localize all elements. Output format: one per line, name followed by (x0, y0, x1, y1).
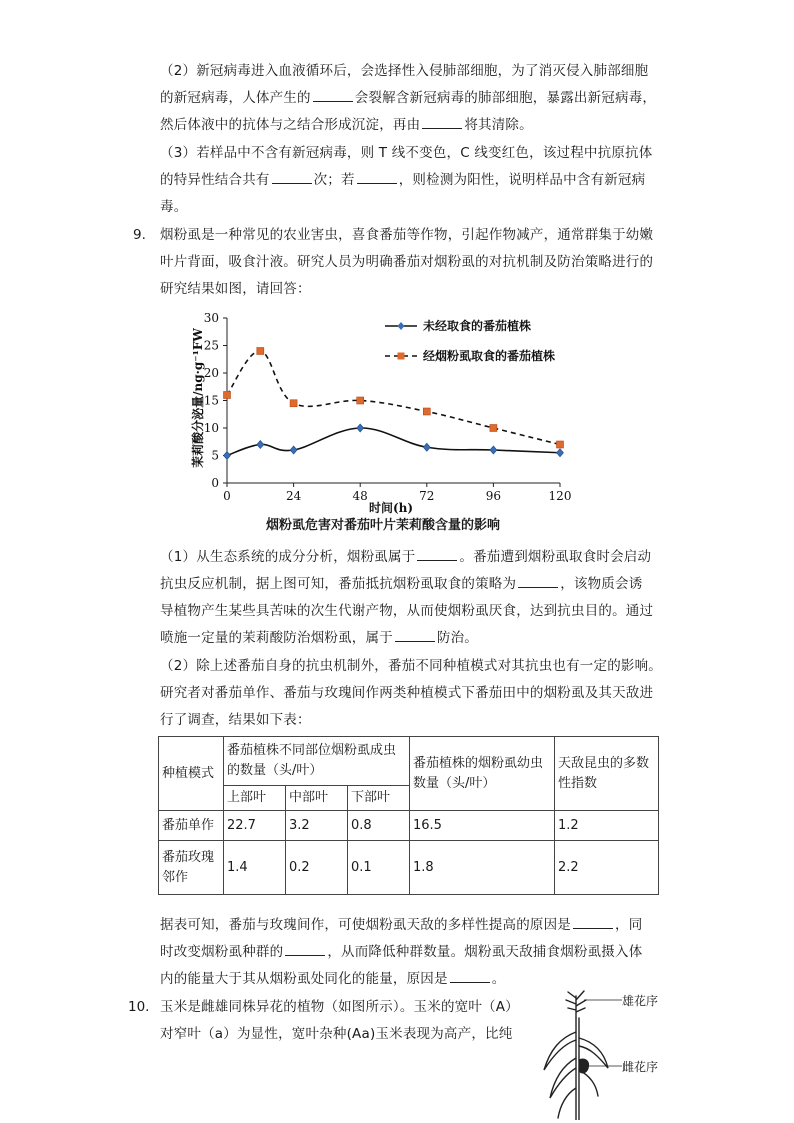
y-tick-label: 20 (203, 366, 219, 380)
q9-p2-line3: 行了调查，结果如下表： (160, 712, 311, 728)
question-number: 10. (128, 999, 150, 1015)
q8-p2-line2: 的新冠病毒，人体产生的 会裂解含新冠病毒的肺部细胞，暴露出新冠病毒， (160, 90, 657, 106)
q8-p3-line2: 的特异性结合共有 次；若 ，则检测为阳性，说明样品中含有新冠病 (160, 172, 646, 188)
cell-lower: 0.1 (348, 841, 410, 895)
x-tick-label: 0 (223, 489, 231, 503)
header-upper-leaf: 上部叶 (224, 786, 286, 811)
data-point (257, 441, 264, 449)
legend-marker (398, 322, 405, 330)
data-point (423, 443, 430, 451)
x-tick-label: 96 (485, 489, 502, 503)
q9-intro-line3: 研究结果如图，请回答： (160, 281, 311, 297)
data-point (557, 449, 564, 457)
data-point (490, 446, 497, 454)
q10-line2: 对窄叶（a）为显性，宽叶杂种(Aa)玉米表现为高产，比纯 (160, 1026, 513, 1042)
y-tick-label: 5 (211, 448, 219, 463)
q9-p1-line2: 抗虫反应机制，据上图可知，番茄抵抗烟粉虱取食的策略为 ，该物质会诱 (160, 576, 643, 592)
q10-line1: 玉米是雌雄同株异花的植物（如图所示）。玉米的宽叶（A） (160, 999, 519, 1015)
data-point (224, 392, 231, 399)
answer-blank[interactable] (285, 942, 325, 956)
data-point (357, 397, 364, 404)
cell-larva: 1.8 (410, 841, 555, 895)
table-header-row (159, 737, 659, 786)
cell-upper: 22.7 (224, 811, 286, 841)
answer-blank[interactable] (417, 547, 457, 561)
cell-mode: 番茄单作 (159, 811, 224, 841)
series-line-2 (227, 351, 560, 445)
y-tick-label: 30 (203, 311, 219, 325)
x-axis-label: 时间(h) (368, 501, 414, 514)
answer-blank[interactable] (450, 969, 490, 983)
data-point (290, 400, 297, 407)
q9-p2-line2: 研究者对番茄单作、番茄与玫瑰间作两类种植模式下番茄田中的烟粉虱及其天敌进 (160, 685, 654, 701)
male-inflorescence-label: 雄花序 (622, 994, 659, 1008)
q9-p2-line1: （2）除上述番茄自身的抗虫机制外，番茄不同种植模式对其抗虫也有一定的影响。 (160, 658, 662, 674)
header-lower-leaf: 下部叶 (348, 786, 410, 811)
q9-p1-line1: （1）从生态系统的成分分析，烟粉虱属于 。番茄遭到烟粉虱取食时会启动 (160, 549, 652, 565)
y-tick-label: 10 (203, 421, 219, 435)
question-number: 9. (133, 227, 146, 243)
cell-index: 1.2 (555, 811, 659, 841)
data-point (423, 408, 430, 415)
y-tick-label: 15 (203, 393, 219, 408)
q9-p1-line4: 喷施一定量的茉莉酸防治烟粉虱，属于 防治。 (160, 630, 479, 646)
chart-series (224, 348, 564, 460)
answer-blank[interactable] (272, 170, 312, 184)
q9-after-line3: 内的能量大于其从烟粉虱处同化的能量，原因是 。 (160, 971, 506, 987)
female-inflorescence-label: 雌花序 (622, 1060, 659, 1074)
cell-middle: 0.2 (286, 841, 348, 895)
q9-after-line1: 据表可知，番茄与玫瑰间作，可使烟粉虱天敌的多样性提高的原因是 ，同 (160, 917, 643, 933)
data-point (257, 348, 264, 355)
table-row (159, 811, 659, 841)
q9-after-line2: 时改变烟粉虱种群的 ，从而降低种群数量。烟粉虱天敌捕食烟粉虱摄入体 (160, 944, 643, 960)
legend-label: 经烟粉虱取食的番茄植株 (423, 349, 556, 363)
answer-blank[interactable] (395, 628, 435, 642)
header-larva-count: 番茄植株的烟粉虱幼虫 数量（头/叶） (410, 737, 555, 811)
answer-blank[interactable] (573, 915, 613, 929)
jasmonic-acid-line-chart (180, 306, 600, 514)
x-tick-label: 120 (548, 489, 572, 503)
q8-p2-line3: 然后体液中的抗体与之结合形成沉淀，再由 将其清除。 (160, 117, 533, 133)
data-point (557, 441, 564, 448)
cell-larva: 16.5 (410, 811, 555, 841)
q8-p2-line1: （2）新冠病毒进入血液循环后，会选择性入侵肺部细胞，为了消灭侵入肺部细胞 (160, 63, 649, 79)
data-point (490, 425, 497, 432)
answer-blank[interactable] (357, 170, 397, 184)
series-line-1 (227, 428, 560, 456)
legend-label: 未经取食的番茄植株 (423, 319, 532, 333)
answer-blank[interactable] (313, 88, 353, 102)
q9-intro-line1: 烟粉虱是一种常见的农业害虫，喜食番茄等作物，引起作物减产，通常群集于幼嫩 (160, 227, 654, 243)
x-tick-label: 24 (285, 489, 302, 503)
header-diversity-index: 天敌昆虫的多数 性指数 (555, 737, 659, 811)
header-adult-count: 番茄植株不同部位烟粉虱成虫 的数量（头/叶） (224, 737, 410, 786)
cell-index: 2.2 (555, 841, 659, 895)
header-planting-mode: 种植模式 (159, 737, 224, 811)
survey-table (158, 736, 659, 895)
y-tick-label: 0 (211, 476, 219, 490)
legend-marker (398, 353, 405, 360)
chart-axes (204, 311, 572, 503)
data-point (290, 446, 297, 454)
cell-upper: 1.4 (224, 841, 286, 895)
data-point (357, 424, 364, 432)
y-axis-label: 茉莉酸分泌量/ng·g⁻¹FW (191, 328, 205, 468)
table-row (159, 841, 659, 895)
cell-lower: 0.8 (348, 811, 410, 841)
q8-p3-line1: （3）若样品中不含有新冠病毒，则 T 线不变色，C 线变红色，该过程中抗原抗体 (160, 145, 653, 161)
q9-intro-line2: 叶片背面，吸食汁液。研究人员为明确番茄对烟粉虱的对抗机制及防治策略进行的 (160, 254, 654, 270)
cell-mode: 番茄玫瑰 邻作 (159, 841, 224, 895)
cell-middle: 3.2 (286, 811, 348, 841)
chart-legend (385, 318, 555, 363)
x-tick-label: 72 (419, 489, 435, 503)
x-tick-label: 48 (352, 489, 368, 503)
q8-p3-line3: 毒。 (160, 199, 188, 215)
q9-p1-line3: 导植物产生某些具苦味的次生代谢产物，从而使烟粉虱厌食，达到抗虫目的。通过 (160, 603, 654, 619)
header-middle-leaf: 中部叶 (286, 786, 348, 811)
answer-blank[interactable] (422, 115, 462, 129)
data-point (224, 452, 231, 460)
y-tick-label: 25 (203, 338, 219, 353)
chart-caption: 烟粉虱危害对番茄叶片茉莉酸含量的影响 (266, 518, 501, 533)
answer-blank[interactable] (518, 574, 558, 588)
